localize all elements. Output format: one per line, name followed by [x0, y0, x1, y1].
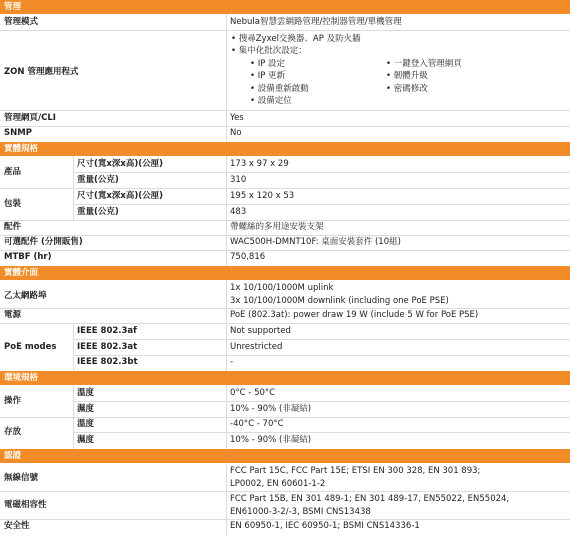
power-value: PoE (802.3at): power draw 19 W (include 5 W for PoE PSE) — [230, 310, 479, 320]
wireless-label: 無線信號 — [4, 473, 39, 483]
zon-sub-item-text: 設備重新啟動 — [257, 84, 309, 94]
zon-sub-item-text: 一鍵登入管理網頁 — [393, 59, 462, 69]
web-cli-value: Yes — [230, 113, 244, 123]
zon-sub-item: • 設備定位 — [250, 96, 292, 106]
package-label: 包裝 — [4, 199, 22, 209]
accessory-label: 配件 — [4, 222, 22, 232]
emc-line: FCC Part 15B, EN 301 489-1; EN 301 489-17, EN55022, EN55024, — [230, 494, 510, 504]
zon-item-text: 集中化批次設定： — [238, 46, 307, 56]
emc-line: EN61000-3-2/-3, BSMI CNS13438 — [230, 507, 371, 517]
poe-std-value: Not supported — [230, 326, 291, 336]
product-size-value: 173 x 97 x 29 — [230, 159, 289, 169]
zon-sub-item: • 密碼修改 — [386, 84, 428, 94]
safety-value: EN 60950-1, IEC 60950-1; BSMI CNS14336-1 — [230, 521, 420, 531]
humidity-label: 濕度 — [77, 404, 95, 414]
safety-label: 安全性 — [4, 521, 30, 531]
zon-sub-item-text: 韌體升級 — [393, 71, 428, 81]
zon-sub-item: • IP 設定 — [250, 59, 286, 69]
zon-item: • 集中化批次設定： — [231, 46, 307, 56]
section-header-interface: 實體介面 — [0, 266, 570, 280]
zon-item: • 搜尋Zyxel交換器、AP 及防火牆 — [231, 34, 361, 44]
product-label: 產品 — [4, 167, 22, 177]
operating-humidity-value: 10% - 90% (非凝結) — [230, 404, 312, 414]
operating-temp-value: 0°C - 50°C — [230, 388, 276, 398]
size-label: 尺寸(寬x深x高)(公厘) — [77, 191, 164, 201]
mgmt-mode-label: 管理模式 — [4, 17, 39, 27]
section-header-hardware: 實體規格 — [0, 142, 570, 156]
section-header-certification: 認證 — [0, 449, 570, 463]
poe-std-value: Unrestricted — [230, 342, 283, 352]
zon-sub-item: • 一鍵登入管理網頁 — [386, 59, 462, 69]
ethernet-label: 乙太網路埠 — [4, 291, 47, 301]
zon-sub-item-text: 設備定位 — [257, 96, 292, 106]
accessory-value: 帶螺絲的多用途安裝支架 — [230, 222, 324, 232]
power-label: 電源 — [4, 310, 22, 320]
emc-label: 電磁相容性 — [4, 500, 47, 510]
zon-sub-item-text: 密碼修改 — [393, 84, 428, 94]
poe-std-label: IEEE 802.3af — [77, 326, 137, 336]
temperature-label: 溫度 — [77, 388, 95, 398]
poe-std-label: IEEE 802.3bt — [77, 357, 138, 367]
size-label: 尺寸(寬x深x高)(公厘) — [77, 159, 164, 169]
storage-temp-value: -40°C - 70°C — [230, 419, 284, 429]
optional-accessory-value: WAC500H-DMNT10F: 桌面安裝套件 (10組) — [230, 237, 401, 247]
section-header-management: 管理 — [0, 0, 570, 14]
weight-label: 重量(公克) — [77, 175, 119, 185]
wireless-line: LP0002, EN 60601-1-2 — [230, 479, 326, 489]
storage-label: 存放 — [4, 427, 22, 437]
poe-modes-label: PoE modes — [4, 342, 57, 352]
operating-label: 操作 — [4, 396, 22, 406]
temperature-label: 溫度 — [77, 419, 95, 429]
zon-label: ZON 管理應用程式 — [4, 67, 79, 77]
web-cli-label: 管理網頁/CLI — [4, 113, 56, 123]
snmp-value: No — [230, 128, 242, 138]
wireless-line: FCC Part 15C, FCC Part 15E; ETSI EN 300 328, EN 301 893; — [230, 466, 481, 476]
zon-sub-item: • 設備重新啟動 — [250, 84, 309, 94]
package-weight-value: 483 — [230, 207, 247, 217]
snmp-label: SNMP — [4, 128, 32, 138]
optional-accessory-label: 可選配件 (分開販售) — [4, 237, 83, 247]
ethernet-line: 1x 10/100/1000M uplink — [230, 283, 334, 293]
poe-std-value: - — [230, 357, 234, 367]
section-header-environment: 環境規格 — [0, 371, 570, 385]
storage-humidity-value: 10% - 90% (非凝結) — [230, 435, 312, 445]
mgmt-mode-value: Nebula智慧雲網路管理/控制器管理/單機管理 — [230, 17, 402, 27]
product-weight-value: 310 — [230, 175, 247, 185]
zon-sub-item-text: IP 更新 — [257, 71, 286, 81]
zon-sub-item: • 韌體升級 — [386, 71, 428, 81]
zon-sub-item-text: IP 設定 — [257, 59, 286, 69]
weight-label: 重量(公克) — [77, 207, 119, 217]
mtbf-label: MTBF (hr) — [4, 252, 52, 262]
ethernet-line: 3x 10/100/1000M downlink (including one PoE PSE) — [230, 296, 449, 306]
zon-item-text: 搜尋Zyxel交換器、AP 及防火牆 — [238, 34, 361, 44]
humidity-label: 濕度 — [77, 435, 95, 445]
package-size-value: 195 x 120 x 53 — [230, 191, 295, 201]
mtbf-value: 750,816 — [230, 252, 266, 262]
poe-std-label: IEEE 802.3at — [77, 342, 138, 352]
zon-sub-item: • IP 更新 — [250, 71, 286, 81]
